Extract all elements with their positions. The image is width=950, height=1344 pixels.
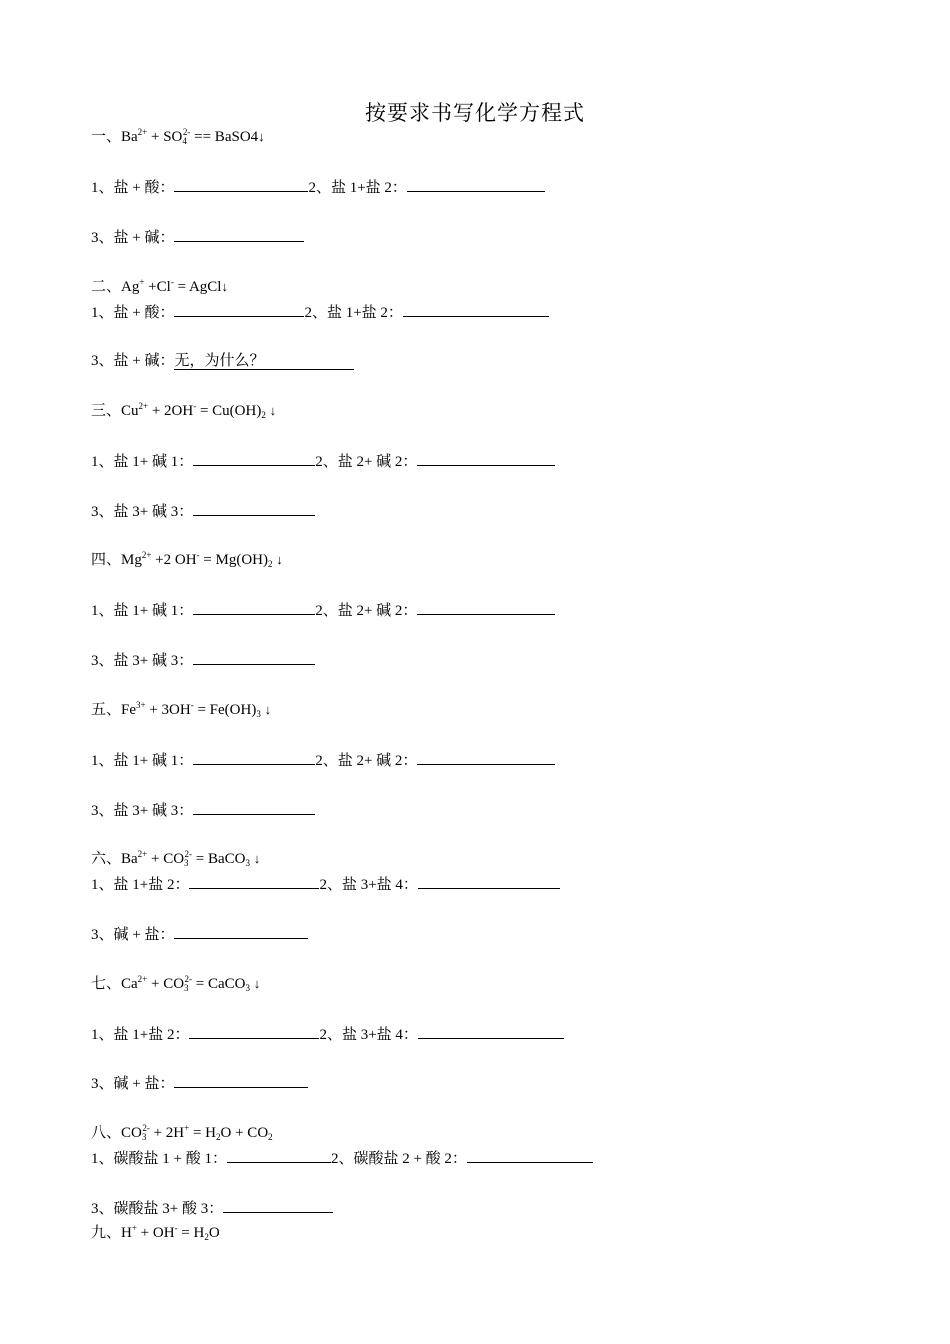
subscript: 4 bbox=[182, 136, 187, 146]
subscript: 3 bbox=[184, 983, 189, 993]
text-segment: 1、盐 1+ 碱 1： bbox=[91, 603, 194, 619]
equation-9 bbox=[91, 1223, 220, 1243]
equation-1 bbox=[91, 127, 265, 147]
answer-blank[interactable] bbox=[189, 1024, 319, 1039]
subscript: 3 bbox=[245, 858, 251, 868]
text-segment: 五、Fe bbox=[91, 702, 137, 718]
text-segment: = Fe(OH) bbox=[193, 702, 257, 718]
answer-blank[interactable] bbox=[174, 177, 308, 192]
answer-blank[interactable] bbox=[467, 1148, 593, 1163]
answer-blank[interactable] bbox=[227, 1148, 331, 1163]
text-segment: = BaCO bbox=[192, 851, 246, 867]
answer-blank[interactable] bbox=[417, 451, 555, 466]
text-segment: 2、盐 3+盐 4： bbox=[319, 1027, 418, 1043]
text-segment: 1、盐 1+盐 2： bbox=[91, 877, 190, 893]
ion-charge: - bbox=[170, 277, 174, 287]
text-segment: + 2OH bbox=[148, 403, 194, 419]
subscript: 3 bbox=[245, 983, 251, 993]
answer-blank[interactable] bbox=[174, 227, 304, 242]
precipitate-arrow-icon: ↓ bbox=[264, 702, 272, 717]
equation-5 bbox=[91, 700, 271, 720]
text-segment: == BaSO4 bbox=[190, 129, 259, 145]
equation-6 bbox=[91, 849, 260, 869]
question-row bbox=[91, 1198, 333, 1219]
answer-blank[interactable] bbox=[174, 1073, 308, 1088]
answer-blank[interactable] bbox=[174, 302, 304, 317]
text-segment: 2、盐 1+盐 2： bbox=[308, 180, 407, 196]
text-segment: 3、盐 + 碱： bbox=[91, 230, 175, 246]
text-segment: +Cl bbox=[144, 279, 171, 295]
ion-charge: 2+ bbox=[137, 974, 148, 984]
answer-blank[interactable] bbox=[193, 600, 315, 615]
answer-blank[interactable] bbox=[174, 924, 308, 939]
text-segment: 八、CO bbox=[91, 1125, 142, 1141]
text-segment: 3、盐 + 碱： bbox=[91, 353, 175, 369]
text-segment: 四、Mg bbox=[91, 552, 142, 568]
question-row bbox=[91, 1024, 564, 1045]
ion-charge: - bbox=[174, 1223, 178, 1233]
answer-blank[interactable] bbox=[193, 750, 315, 765]
question-row bbox=[91, 501, 315, 522]
answer-blank[interactable]: 无，为什么？ bbox=[174, 353, 354, 370]
question-row bbox=[91, 302, 549, 323]
equation-2 bbox=[91, 277, 228, 297]
answer-blank[interactable] bbox=[403, 302, 549, 317]
subscript: 2 bbox=[204, 1232, 209, 1242]
text-segment: 2、碳酸盐 2 + 酸 2： bbox=[330, 1151, 467, 1167]
text-segment: 1、盐 1+ 碱 1： bbox=[91, 753, 194, 769]
subscript: 2 bbox=[216, 1132, 221, 1142]
subscript: 2 bbox=[268, 559, 273, 569]
text-segment: + SO bbox=[147, 129, 183, 145]
subscript: 2 bbox=[268, 1132, 273, 1142]
text-segment: 3、碱 + 盐： bbox=[91, 927, 175, 943]
ion-charge: 2- bbox=[184, 974, 193, 984]
text-segment: O bbox=[208, 1225, 220, 1241]
answer-blank[interactable] bbox=[418, 1024, 564, 1039]
question-row bbox=[91, 750, 555, 771]
ion-charge: 3+ bbox=[136, 700, 146, 710]
question-row bbox=[91, 650, 315, 671]
precipitate-arrow-icon: ↓ bbox=[253, 976, 261, 991]
text-segment: 1、盐 1+ 碱 1： bbox=[91, 454, 194, 470]
answer-blank[interactable] bbox=[193, 800, 315, 815]
question-row bbox=[91, 451, 555, 472]
ion-charge: 2- bbox=[184, 849, 193, 859]
text-segment: 1、盐 + 酸： bbox=[91, 305, 175, 321]
text-segment: = AgCl bbox=[173, 279, 222, 295]
precipitate-arrow-icon: ↓ bbox=[276, 552, 283, 567]
precipitate-arrow-icon: ↓ bbox=[221, 279, 228, 294]
text-segment: 3、盐 3+ 碱 3： bbox=[91, 653, 194, 669]
question-row bbox=[91, 800, 315, 821]
text-segment: 2、盐 2+ 碱 2： bbox=[315, 753, 418, 769]
subscript: 3 bbox=[184, 858, 189, 868]
text-segment: 3、碱 + 盐： bbox=[91, 1076, 175, 1092]
answer-blank[interactable] bbox=[193, 451, 315, 466]
question-row bbox=[91, 924, 308, 945]
text-segment: 3、盐 3+ 碱 3： bbox=[91, 803, 194, 819]
ion-charge: 2+ bbox=[138, 401, 149, 411]
answer-blank[interactable] bbox=[417, 750, 555, 765]
text-segment: = H bbox=[177, 1225, 205, 1241]
text-segment: 九、H bbox=[91, 1225, 132, 1241]
text-segment: + OH bbox=[136, 1225, 175, 1241]
text-segment: 3、碳酸盐 3+ 酸 3： bbox=[91, 1201, 224, 1217]
ion-charge: - bbox=[190, 700, 194, 710]
text-segment: + 2H bbox=[149, 1125, 185, 1141]
subscript: 2 bbox=[261, 410, 266, 420]
text-segment: 1、碳酸盐 1 + 酸 1： bbox=[91, 1151, 227, 1167]
ion-charge: + bbox=[184, 1123, 190, 1133]
answer-blank[interactable] bbox=[407, 177, 545, 192]
text-segment: 七、Ca bbox=[91, 976, 138, 992]
text-segment: + CO bbox=[147, 851, 185, 867]
text-segment: + CO bbox=[147, 976, 185, 992]
ion-charge: + bbox=[139, 277, 145, 287]
ion-charge: 2- bbox=[182, 127, 191, 137]
question-row bbox=[91, 351, 354, 371]
text-segment: 2、盐 2+ 碱 2： bbox=[315, 603, 418, 619]
ion-charge: - bbox=[196, 550, 200, 560]
text-segment: 2、盐 1+盐 2： bbox=[304, 305, 403, 321]
ion-charge: 2+ bbox=[141, 550, 152, 560]
precipitate-arrow-icon: ↓ bbox=[253, 851, 261, 866]
text-segment: 1、盐 1+盐 2： bbox=[91, 1027, 190, 1043]
answer-blank[interactable] bbox=[417, 600, 555, 615]
equation-3 bbox=[91, 401, 276, 421]
text-segment: 2、盐 2+ 碱 2： bbox=[315, 454, 418, 470]
precipitate-arrow-icon: ↓ bbox=[269, 403, 277, 418]
ion-charge: 2+ bbox=[137, 127, 148, 137]
question-row bbox=[91, 227, 304, 248]
ion-charge: 2- bbox=[142, 1123, 150, 1133]
question-row bbox=[91, 177, 545, 198]
answer-blank[interactable] bbox=[193, 650, 315, 665]
text-segment: 六、Ba bbox=[91, 851, 138, 867]
text-segment: = H bbox=[189, 1125, 217, 1141]
text-segment: 三、Cu bbox=[91, 403, 139, 419]
answer-blank[interactable] bbox=[193, 501, 315, 516]
question-row bbox=[91, 600, 555, 621]
ion-charge: 2+ bbox=[137, 849, 148, 859]
text-segment: 1、盐 + 酸： bbox=[91, 180, 175, 196]
answer-blank[interactable] bbox=[223, 1198, 333, 1213]
text-segment: +2 OH bbox=[151, 552, 197, 568]
answer-blank[interactable] bbox=[418, 874, 560, 889]
ion-charge: - bbox=[193, 401, 197, 411]
page-title: 按要求书写化学方程式 bbox=[365, 101, 585, 125]
precipitate-arrow-icon: ↓ bbox=[258, 129, 265, 144]
ion-charge: + bbox=[131, 1223, 137, 1233]
equation-7 bbox=[91, 974, 260, 994]
text-segment: = CaCO bbox=[192, 976, 246, 992]
question-row bbox=[91, 1148, 593, 1169]
answer-blank[interactable] bbox=[189, 874, 319, 889]
text-segment: = Cu(OH) bbox=[196, 403, 262, 419]
text-segment: 一、Ba bbox=[91, 129, 138, 145]
text-segment: O + CO bbox=[220, 1125, 269, 1141]
equation-4 bbox=[91, 550, 283, 570]
equation-8 bbox=[91, 1123, 273, 1143]
question-row bbox=[91, 874, 560, 895]
text-segment: + 3OH bbox=[145, 702, 191, 718]
subscript: 3 bbox=[141, 1132, 147, 1142]
question-row bbox=[91, 1073, 308, 1094]
text-segment: 二、Ag bbox=[91, 279, 140, 295]
text-segment: 2、盐 3+盐 4： bbox=[319, 877, 418, 893]
text-segment: 3、盐 3+ 碱 3： bbox=[91, 504, 194, 520]
text-segment: = Mg(OH) bbox=[199, 552, 268, 568]
subscript: 3 bbox=[256, 709, 261, 719]
